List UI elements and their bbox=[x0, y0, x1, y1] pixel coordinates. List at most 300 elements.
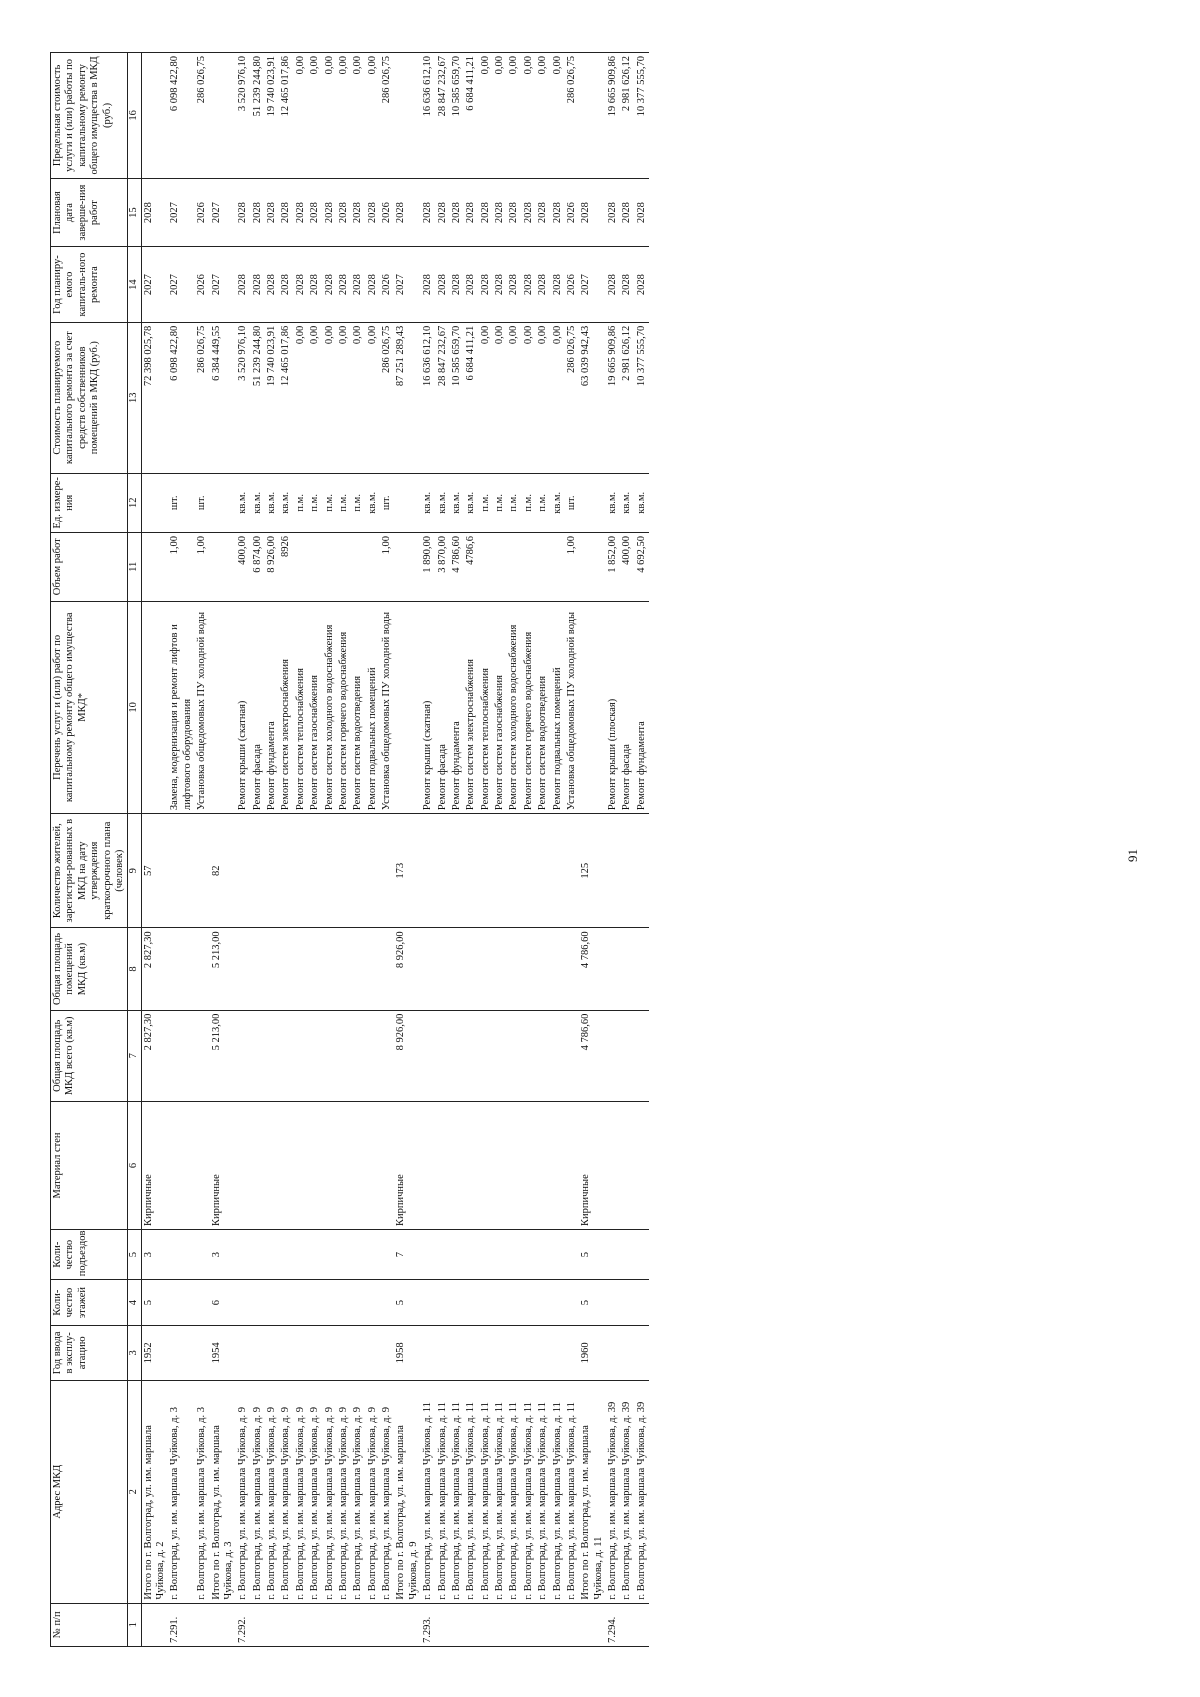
table-row bbox=[141, 53, 168, 1647]
table-cell: 2028 bbox=[620, 247, 634, 322]
table-cell: 6 bbox=[210, 1280, 237, 1326]
table-cell: 0,00 bbox=[308, 53, 322, 179]
table-cell bbox=[380, 1280, 394, 1326]
table-cell bbox=[551, 1102, 565, 1230]
table-cell: 2028 bbox=[635, 178, 649, 247]
table-cell: 6 684 411,21 bbox=[464, 53, 478, 179]
table-cell bbox=[620, 1325, 634, 1380]
table-cell: кв.м. bbox=[606, 473, 620, 532]
table-cell: 2028 bbox=[251, 178, 265, 247]
table-cell bbox=[251, 1280, 265, 1326]
table-cell: 1952 bbox=[141, 1325, 168, 1380]
table-cell: 6 098 422,80 bbox=[168, 53, 195, 179]
table-cell: г. Волгоград, ул. им. маршала Чуйкова, д. 11 bbox=[507, 1380, 521, 1603]
table-cell: 5 bbox=[141, 1280, 168, 1326]
table-cell: 2028 bbox=[294, 247, 308, 322]
table-cell bbox=[522, 1325, 536, 1380]
table-cell bbox=[308, 814, 322, 928]
table-cell bbox=[366, 1325, 380, 1380]
table-row bbox=[265, 53, 279, 1647]
table-cell: г. Волгоград, ул. им. маршала Чуйкова, д. 9 bbox=[351, 1380, 365, 1603]
table-cell bbox=[141, 53, 168, 179]
table-cell: п.м. bbox=[522, 473, 536, 532]
table-cell bbox=[195, 814, 209, 928]
table-cell: 10 377 555,70 bbox=[635, 53, 649, 179]
table-cell bbox=[565, 1603, 579, 1646]
table-cell bbox=[579, 533, 606, 602]
table-cell: 4 786,60 bbox=[579, 1010, 606, 1101]
table-cell: 2026 bbox=[380, 178, 394, 247]
table-cell: 1,00 bbox=[565, 533, 579, 602]
table-cell: Ремонт систем горячего водоснабжения bbox=[337, 601, 351, 814]
table-cell: г. Волгоград, ул. им. маршала Чуйкова, д. 11 bbox=[493, 1380, 507, 1603]
table-cell: 4786,6 bbox=[464, 533, 478, 602]
table-row bbox=[366, 53, 380, 1647]
table-cell: 2028 bbox=[308, 247, 322, 322]
table-cell bbox=[536, 814, 550, 928]
table-cell: г. Волгоград, ул. им. маршала Чуйкова, д. 3 bbox=[168, 1380, 195, 1603]
table-cell: п.м. bbox=[323, 473, 337, 532]
table-cell: 1958 bbox=[394, 1325, 421, 1380]
column-header: Общая площадь МКД всего (кв.м) bbox=[51, 1010, 128, 1101]
table-cell: 10 585 659,70 bbox=[450, 53, 464, 179]
column-number: 2 bbox=[128, 1380, 141, 1603]
table-cell bbox=[479, 1102, 493, 1230]
table-cell: 28 847 232,67 bbox=[436, 322, 450, 473]
table-cell bbox=[493, 1102, 507, 1230]
table-cell bbox=[635, 1102, 649, 1230]
table-cell bbox=[620, 1603, 634, 1646]
table-cell: 2028 bbox=[606, 247, 620, 322]
table-cell: кв.м. bbox=[421, 473, 435, 532]
table-cell: 0,00 bbox=[366, 53, 380, 179]
table-row bbox=[493, 53, 507, 1647]
table-cell: 1,00 bbox=[380, 533, 394, 602]
table-cell bbox=[551, 533, 565, 602]
table-cell: 2028 bbox=[308, 178, 322, 247]
table-cell bbox=[168, 1102, 195, 1230]
table-cell bbox=[265, 814, 279, 928]
table-cell: 2026 bbox=[565, 247, 579, 322]
table-cell bbox=[265, 1603, 279, 1646]
table-cell bbox=[536, 928, 550, 1010]
table-cell: 4 786,60 bbox=[579, 928, 606, 1010]
table-cell bbox=[493, 1325, 507, 1380]
table-cell: 72 398 025,78 bbox=[141, 322, 168, 473]
table-cell bbox=[251, 928, 265, 1010]
table-cell: 7.293. bbox=[421, 1603, 435, 1646]
table-cell: Ремонт фундамента bbox=[450, 601, 464, 814]
table-cell bbox=[620, 1229, 634, 1279]
table-cell bbox=[265, 1229, 279, 1279]
table-cell bbox=[251, 1229, 265, 1279]
table-cell: Ремонт систем холодного водоснабжения bbox=[507, 601, 521, 814]
table-cell bbox=[236, 1325, 250, 1380]
table-cell bbox=[421, 928, 435, 1010]
table-cell bbox=[351, 1010, 365, 1101]
table-cell: шт. bbox=[195, 473, 209, 532]
table-cell bbox=[279, 928, 293, 1010]
table-cell: 2028 bbox=[366, 247, 380, 322]
table-cell bbox=[279, 1280, 293, 1326]
table-cell: г. Волгоград, ул. им. маршала Чуйкова, д. 11 bbox=[565, 1380, 579, 1603]
table-cell: 8 926,00 bbox=[394, 1010, 421, 1101]
table-cell bbox=[579, 473, 606, 532]
table-cell: 2028 bbox=[522, 247, 536, 322]
table-cell bbox=[236, 814, 250, 928]
table-cell bbox=[606, 1325, 620, 1380]
table-cell: 2028 bbox=[464, 178, 478, 247]
table-cell bbox=[236, 1280, 250, 1326]
table-cell: 3 870,00 bbox=[436, 533, 450, 602]
table-cell: г. Волгоград, ул. им. маршала Чуйкова, д. 39 bbox=[620, 1380, 634, 1603]
table-cell bbox=[337, 1229, 351, 1279]
table-cell bbox=[579, 601, 606, 814]
table-cell bbox=[436, 928, 450, 1010]
table-cell bbox=[337, 1010, 351, 1101]
table-cell: 2027 bbox=[141, 247, 168, 322]
table-cell bbox=[323, 1102, 337, 1230]
column-header: Стоимость планируемого капитального ремонта за счет средств собственников помещений в МКД (руб.) bbox=[51, 322, 128, 473]
table-cell: Ремонт фундамента bbox=[265, 601, 279, 814]
column-header: Предельная стоимость услуги и (или) работы по капитальному ремонту общего имущества в МКД (руб.) bbox=[51, 53, 128, 179]
table-cell bbox=[294, 1102, 308, 1230]
table-cell: шт. bbox=[565, 473, 579, 532]
table-cell: 19 740 023,91 bbox=[265, 53, 279, 179]
table-cell bbox=[421, 1229, 435, 1279]
table-cell: 1 890,00 bbox=[421, 533, 435, 602]
table-cell: 2028 bbox=[579, 178, 606, 247]
table-cell: 2 981 626,12 bbox=[620, 53, 634, 179]
column-header: Перечень услуг и (или) работ по капитальному ремонту общего имущества МКД* bbox=[51, 601, 128, 814]
table-cell: 8 926,00 bbox=[265, 533, 279, 602]
table-cell: Установка общедомовых ПУ холодной воды bbox=[380, 601, 394, 814]
table-cell: п.м. bbox=[351, 473, 365, 532]
column-header: Коли-чество подъездов bbox=[51, 1229, 128, 1279]
table-cell bbox=[380, 814, 394, 928]
table-cell bbox=[380, 928, 394, 1010]
table-cell bbox=[380, 1010, 394, 1101]
column-header: Адрес МКД bbox=[51, 1380, 128, 1603]
table-cell: 2 827,30 bbox=[141, 928, 168, 1010]
table-cell: 10 585 659,70 bbox=[450, 322, 464, 473]
table-row bbox=[620, 53, 634, 1647]
table-cell bbox=[265, 928, 279, 1010]
table-cell bbox=[351, 928, 365, 1010]
table-cell bbox=[493, 1603, 507, 1646]
table-cell: 0,00 bbox=[323, 322, 337, 473]
table-cell bbox=[210, 53, 237, 179]
table-cell bbox=[565, 1229, 579, 1279]
table-cell: 0,00 bbox=[536, 322, 550, 473]
table-cell: кв.м. bbox=[279, 473, 293, 532]
table-row bbox=[279, 53, 293, 1647]
table-cell: 2028 bbox=[141, 178, 168, 247]
table-cell bbox=[479, 928, 493, 1010]
table-cell bbox=[236, 928, 250, 1010]
table-cell bbox=[394, 473, 421, 532]
table-cell: 16 636 612,10 bbox=[421, 53, 435, 179]
table-cell: 12 465 017,86 bbox=[279, 53, 293, 179]
table-cell: 82 bbox=[210, 814, 237, 928]
table-cell bbox=[551, 1010, 565, 1101]
table-cell bbox=[394, 601, 421, 814]
table-cell: г. Волгоград, ул. им. маршала Чуйкова, д. 9 bbox=[337, 1380, 351, 1603]
table-cell: 286 026,75 bbox=[380, 53, 394, 179]
table-cell bbox=[635, 1229, 649, 1279]
table-cell: 87 251 289,43 bbox=[394, 322, 421, 473]
table-cell: Ремонт систем электроснабжения bbox=[279, 601, 293, 814]
table-cell bbox=[464, 1603, 478, 1646]
table-cell: 2027 bbox=[168, 247, 195, 322]
table-cell: г. Волгоград, ул. им. маршала Чуйкова, д. 11 bbox=[421, 1380, 435, 1603]
table-cell: кв.м. bbox=[265, 473, 279, 532]
table-cell bbox=[308, 1603, 322, 1646]
table-cell: п.м. bbox=[493, 473, 507, 532]
table-cell: 0,00 bbox=[522, 53, 536, 179]
table-cell bbox=[195, 1010, 209, 1101]
table-cell: Итого по г. Волгоград, ул. им. маршала Чуйкова, д. 2 bbox=[141, 1380, 168, 1603]
table-cell bbox=[168, 928, 195, 1010]
table-cell bbox=[380, 1229, 394, 1279]
table-cell bbox=[620, 1010, 634, 1101]
table-cell bbox=[436, 814, 450, 928]
table-cell bbox=[522, 814, 536, 928]
column-number: 15 bbox=[128, 178, 141, 247]
table-cell: 400,00 bbox=[620, 533, 634, 602]
table-cell bbox=[507, 1603, 521, 1646]
table-row bbox=[168, 53, 195, 1647]
table-cell bbox=[522, 1229, 536, 1279]
column-header: Материал стен bbox=[51, 1102, 128, 1230]
header-row bbox=[51, 53, 128, 1647]
table-cell: Ремонт фасада bbox=[620, 601, 634, 814]
table-cell: 2028 bbox=[236, 247, 250, 322]
column-header: Общая площадь помещений МКД (кв.м) bbox=[51, 928, 128, 1010]
table-cell: Ремонт систем теплоснабжения bbox=[294, 601, 308, 814]
table-cell bbox=[479, 1010, 493, 1101]
table-cell: 0,00 bbox=[308, 322, 322, 473]
table-cell bbox=[536, 1010, 550, 1101]
table-cell: 1 852,00 bbox=[606, 533, 620, 602]
table-cell bbox=[323, 1229, 337, 1279]
column-header: № п/п bbox=[51, 1603, 128, 1646]
table-cell: г. Волгоград, ул. им. маршала Чуйкова, д. 39 bbox=[606, 1380, 620, 1603]
table-cell: 286 026,75 bbox=[195, 53, 209, 179]
table-cell: Ремонт систем теплоснабжения bbox=[479, 601, 493, 814]
table-cell: Ремонт систем газоснабжения bbox=[308, 601, 322, 814]
column-header: Год ввода в эксплу-атацию bbox=[51, 1325, 128, 1380]
table-cell bbox=[507, 1010, 521, 1101]
table-row bbox=[579, 53, 606, 1647]
column-number: 9 bbox=[128, 814, 141, 928]
table-cell: г. Волгоград, ул. им. маршала Чуйкова, д. 11 bbox=[522, 1380, 536, 1603]
table-cell bbox=[635, 1280, 649, 1326]
table-cell: 2028 bbox=[450, 247, 464, 322]
table-cell bbox=[294, 1325, 308, 1380]
table-cell: кв.м. bbox=[551, 473, 565, 532]
table-cell: 3 bbox=[210, 1229, 237, 1279]
table-cell bbox=[606, 1010, 620, 1101]
table-cell: 16 636 612,10 bbox=[421, 322, 435, 473]
table-cell: Замена, модернизация и ремонт лифтов и лифтового оборудования bbox=[168, 601, 195, 814]
table-cell bbox=[493, 1280, 507, 1326]
table-cell bbox=[366, 814, 380, 928]
table-cell bbox=[195, 1229, 209, 1279]
table-cell: 2028 bbox=[279, 178, 293, 247]
table-cell: 0,00 bbox=[294, 322, 308, 473]
table-cell bbox=[366, 1229, 380, 1279]
table-cell: 2026 bbox=[380, 247, 394, 322]
table-cell bbox=[308, 928, 322, 1010]
table-cell bbox=[606, 1102, 620, 1230]
table-row bbox=[294, 53, 308, 1647]
table-cell bbox=[579, 53, 606, 179]
table-cell: 6 684 411,21 bbox=[464, 322, 478, 473]
table-cell bbox=[551, 1325, 565, 1380]
table-cell: 0,00 bbox=[366, 322, 380, 473]
table-cell: г. Волгоград, ул. им. маршала Чуйкова, д. 9 bbox=[265, 1380, 279, 1603]
table-cell bbox=[479, 1229, 493, 1279]
table-cell bbox=[308, 1280, 322, 1326]
table-cell bbox=[536, 1325, 550, 1380]
column-number: 16 bbox=[128, 53, 141, 179]
table-cell: 2028 bbox=[536, 247, 550, 322]
table-cell bbox=[522, 533, 536, 602]
table-cell bbox=[436, 1603, 450, 1646]
table-cell: г. Волгоград, ул. им. маршала Чуйкова, д. 9 bbox=[251, 1380, 265, 1603]
table-row bbox=[522, 53, 536, 1647]
table-cell: 2027 bbox=[210, 178, 237, 247]
table-cell bbox=[337, 533, 351, 602]
table-cell bbox=[565, 1102, 579, 1230]
table-cell: 286 026,75 bbox=[195, 322, 209, 473]
table-cell bbox=[507, 1102, 521, 1230]
table-cell: 0,00 bbox=[493, 53, 507, 179]
table-cell: 2028 bbox=[479, 178, 493, 247]
table-cell: 286 026,75 bbox=[565, 53, 579, 179]
table-cell: кв.м. bbox=[436, 473, 450, 532]
table-cell: 2028 bbox=[635, 247, 649, 322]
table-cell bbox=[565, 1325, 579, 1380]
table-cell bbox=[479, 1325, 493, 1380]
table-cell: 2028 bbox=[507, 247, 521, 322]
table-cell: 6 874,00 bbox=[251, 533, 265, 602]
table-cell: 2027 bbox=[579, 247, 606, 322]
table-cell: 0,00 bbox=[551, 53, 565, 179]
table-cell bbox=[450, 1102, 464, 1230]
table-cell: г. Волгоград, ул. им. маршала Чуйкова, д. 9 bbox=[366, 1380, 380, 1603]
table-cell bbox=[380, 1603, 394, 1646]
table-cell bbox=[210, 533, 237, 602]
table-cell bbox=[450, 1229, 464, 1279]
table-cell: 2028 bbox=[421, 247, 435, 322]
table-cell: 1,00 bbox=[195, 533, 209, 602]
table-cell bbox=[195, 928, 209, 1010]
table-cell bbox=[507, 1325, 521, 1380]
table-cell bbox=[394, 1603, 421, 1646]
table-cell bbox=[279, 1229, 293, 1279]
column-number: 3 bbox=[128, 1325, 141, 1380]
table-cell: п.м. bbox=[536, 473, 550, 532]
table-cell bbox=[195, 1325, 209, 1380]
table-cell: Ремонт подвальных помещений bbox=[366, 601, 380, 814]
table-cell bbox=[579, 1603, 606, 1646]
table-cell bbox=[308, 1325, 322, 1380]
table-cell bbox=[394, 533, 421, 602]
table-cell: 2028 bbox=[337, 247, 351, 322]
column-header: Ед. измере-ния bbox=[51, 473, 128, 532]
table-row bbox=[351, 53, 365, 1647]
table-cell: Ремонт систем холодного водоснабжения bbox=[323, 601, 337, 814]
table-cell bbox=[421, 1010, 435, 1101]
table-cell bbox=[323, 1010, 337, 1101]
table-cell: 2028 bbox=[464, 247, 478, 322]
table-cell: 2028 bbox=[279, 247, 293, 322]
table-cell: Ремонт систем электроснабжения bbox=[464, 601, 478, 814]
table-cell: г. Волгоград, ул. им. маршала Чуйкова, д. 39 bbox=[635, 1380, 649, 1603]
table-cell bbox=[195, 1102, 209, 1230]
table-cell bbox=[493, 1010, 507, 1101]
table-cell: кв.м. bbox=[620, 473, 634, 532]
table-cell: 0,00 bbox=[522, 322, 536, 473]
column-number: 4 bbox=[128, 1280, 141, 1326]
table-cell bbox=[323, 1325, 337, 1380]
table-cell: Ремонт систем водоотведения bbox=[536, 601, 550, 814]
table-cell bbox=[565, 1280, 579, 1326]
table-cell bbox=[635, 1325, 649, 1380]
table-cell: 2028 bbox=[493, 178, 507, 247]
table-cell: 19 665 909,86 bbox=[606, 53, 620, 179]
table-cell bbox=[421, 1280, 435, 1326]
table-cell bbox=[464, 1325, 478, 1380]
capital-repair-table bbox=[50, 52, 649, 1647]
table-cell bbox=[251, 1102, 265, 1230]
table-cell: 0,00 bbox=[479, 322, 493, 473]
table-cell: 6 384 449,55 bbox=[210, 322, 237, 473]
table-cell: 2028 bbox=[606, 178, 620, 247]
table-cell bbox=[351, 814, 365, 928]
table-cell: 7 bbox=[394, 1229, 421, 1279]
table-row bbox=[323, 53, 337, 1647]
table-cell: Ремонт систем водоотведения bbox=[351, 601, 365, 814]
table-cell bbox=[565, 814, 579, 928]
table-cell bbox=[265, 1010, 279, 1101]
table-cell bbox=[551, 814, 565, 928]
table-cell bbox=[366, 1280, 380, 1326]
table-cell bbox=[380, 1102, 394, 1230]
table-cell bbox=[551, 1229, 565, 1279]
table-cell: 125 bbox=[579, 814, 606, 928]
table-cell bbox=[436, 1325, 450, 1380]
table-cell bbox=[493, 814, 507, 928]
table-cell: кв.м. bbox=[251, 473, 265, 532]
table-cell bbox=[536, 1229, 550, 1279]
table-cell bbox=[620, 1280, 634, 1326]
table-cell bbox=[141, 1603, 168, 1646]
table-cell bbox=[251, 1010, 265, 1101]
table-row bbox=[380, 53, 394, 1647]
table-cell: Кирпичные bbox=[210, 1102, 237, 1230]
table-cell bbox=[351, 1229, 365, 1279]
table-cell bbox=[210, 473, 237, 532]
table-cell bbox=[464, 1280, 478, 1326]
table-body bbox=[141, 53, 649, 1647]
table-cell: 2028 bbox=[337, 178, 351, 247]
table-cell: 2027 bbox=[210, 247, 237, 322]
table-cell: 0,00 bbox=[337, 53, 351, 179]
table-cell bbox=[294, 1010, 308, 1101]
